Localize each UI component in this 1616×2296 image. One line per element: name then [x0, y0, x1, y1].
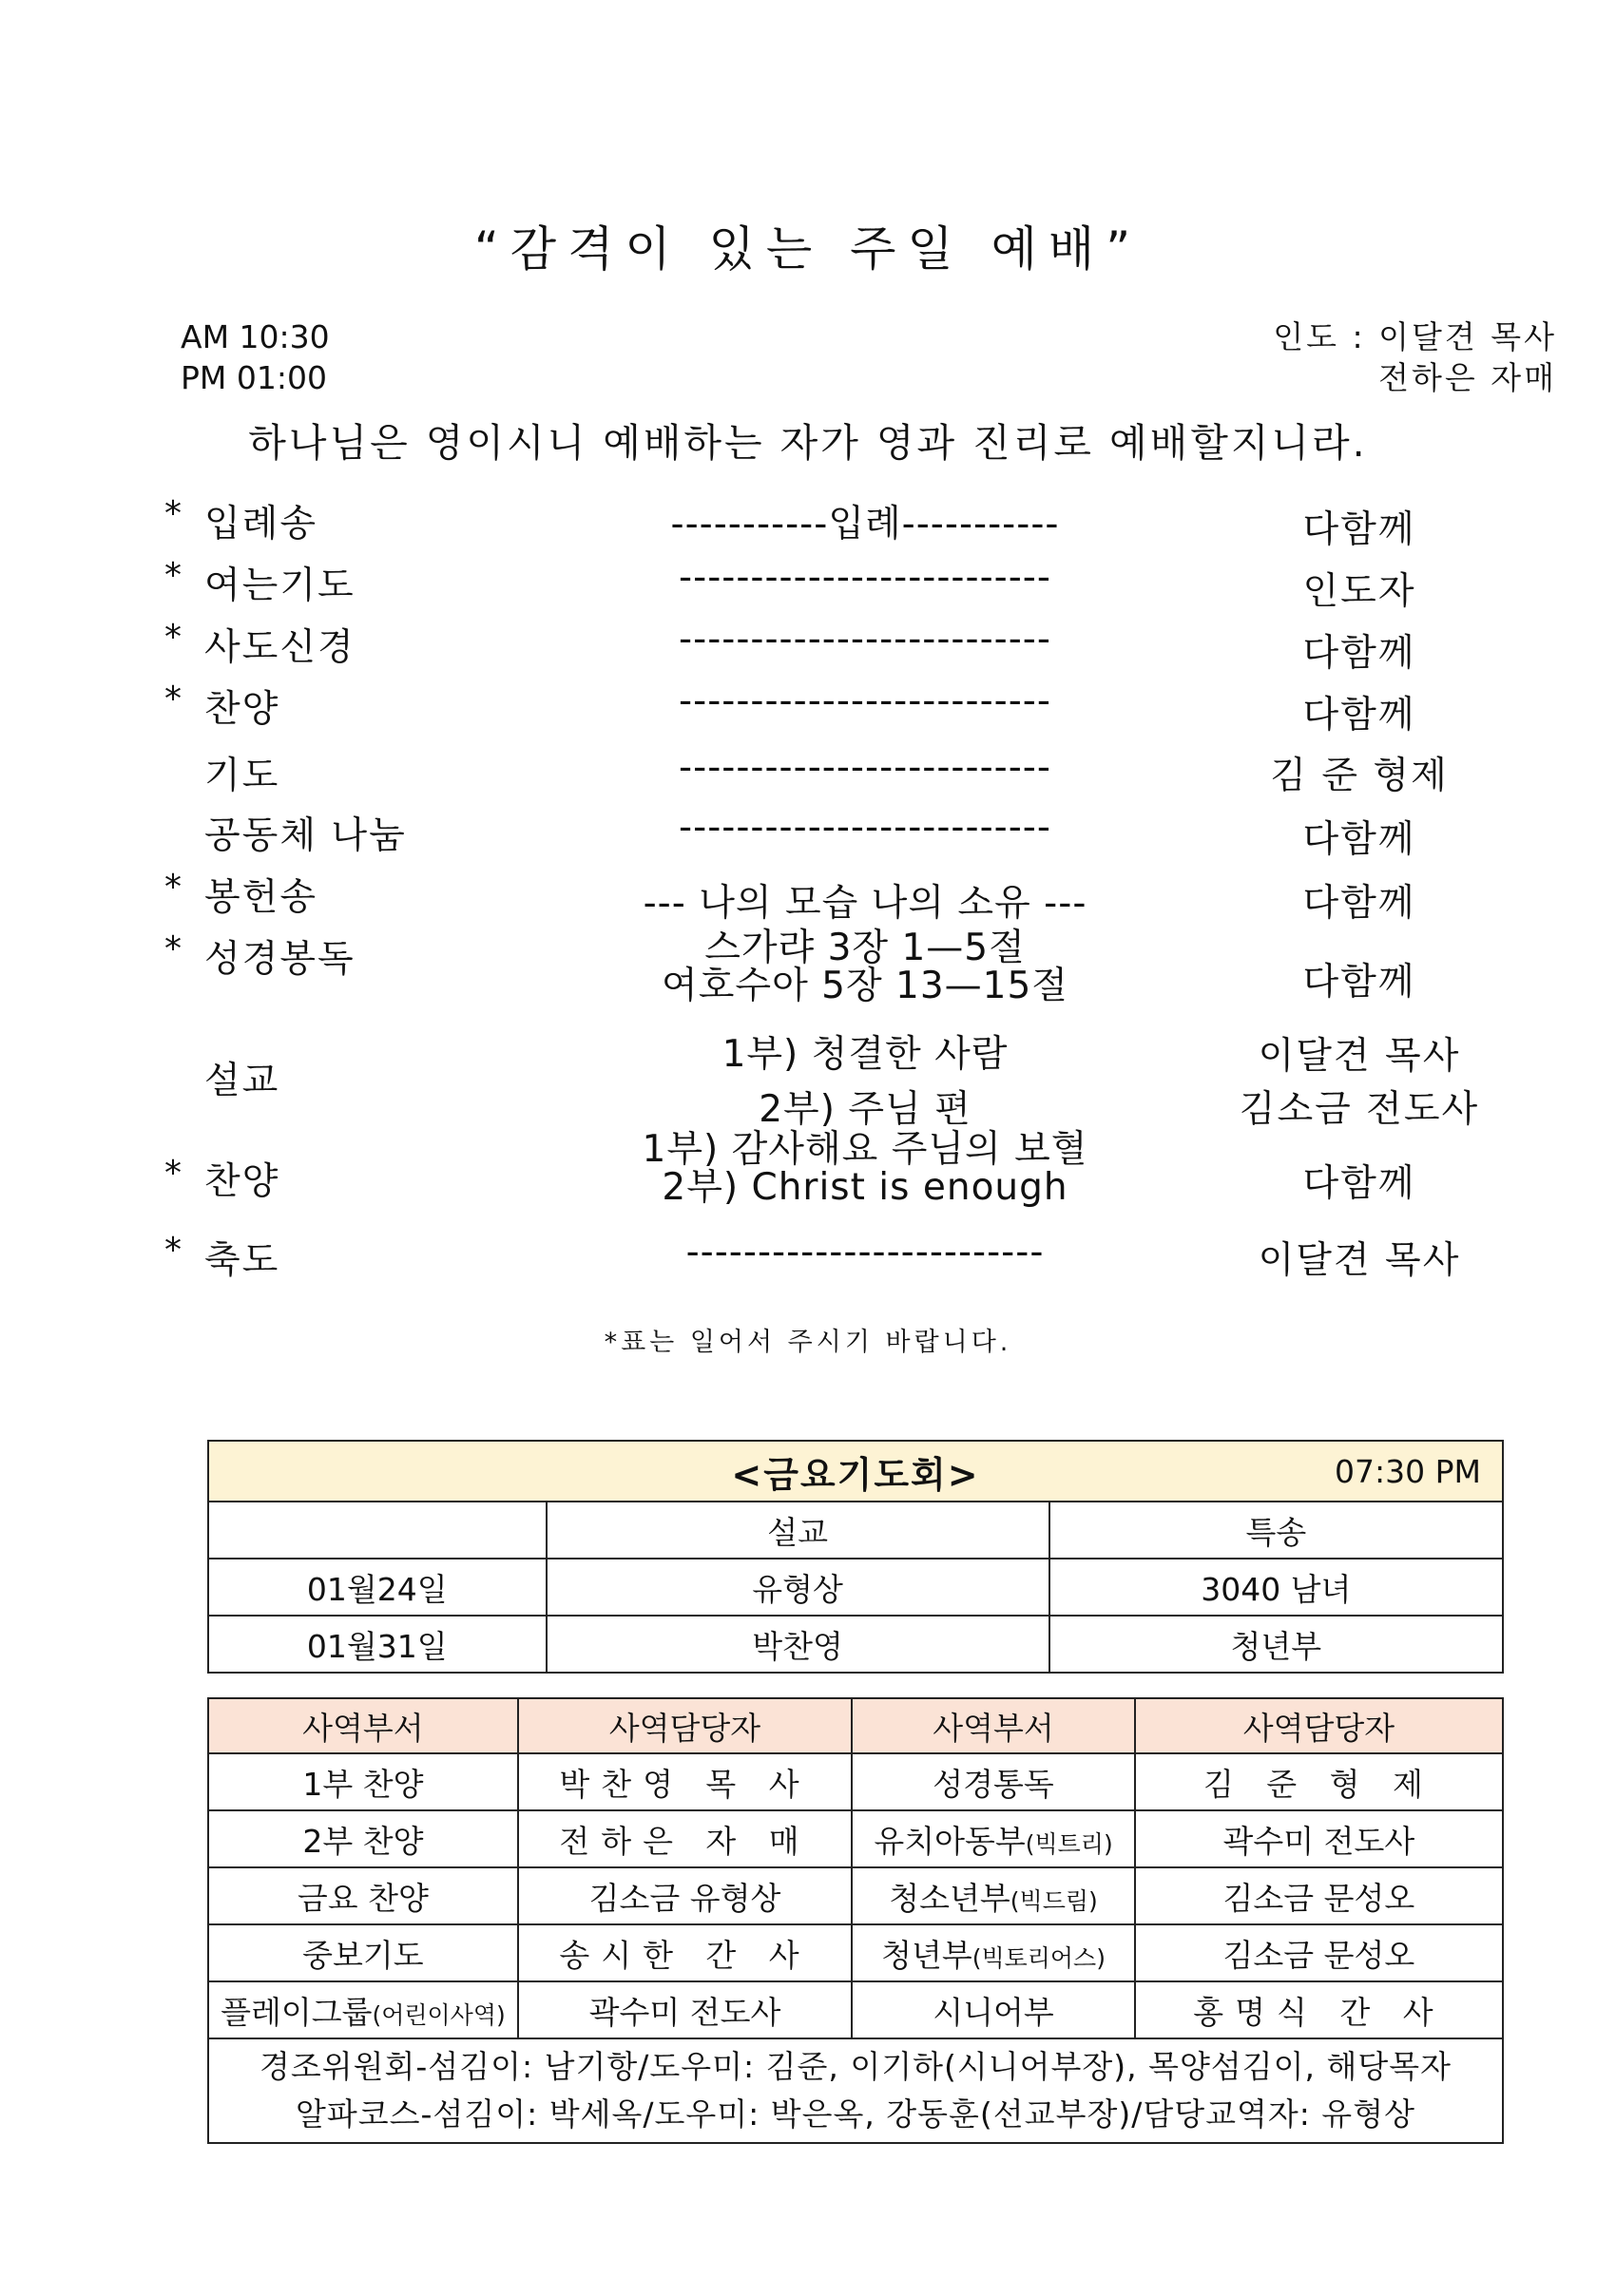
date-cell: 01월24일 [208, 1559, 547, 1616]
committee-info [208, 2038, 1503, 2143]
table-row [208, 1867, 1503, 1924]
column-header: 사역담당자 [518, 1698, 852, 1753]
committee-line: 알파코스-섬김이: 박세옥/도우미: 박은옥, 강동훈(선교부장)/담당교역자: 유형상 [296, 2095, 1415, 2133]
person-cell: 김소금 문성오 [1135, 1867, 1503, 1924]
standing-marker: * [164, 679, 183, 718]
order-detail [589, 929, 1141, 1005]
order-leader: 다함께 [1302, 1162, 1416, 1205]
column-header: 특송 [1049, 1502, 1503, 1559]
department-subname: (빅트리) [1025, 1829, 1113, 1858]
column-header: 사역부서 [208, 1698, 518, 1753]
standing-marker: * [164, 1154, 183, 1193]
order-name: 찬양 [204, 688, 280, 731]
special-cell: 청년부 [1049, 1616, 1503, 1673]
order-name: 설교 [204, 1060, 280, 1102]
order-detail: -------------------------- [679, 806, 1051, 849]
service-times [181, 316, 330, 398]
order-detail: -------------------------- [679, 618, 1051, 660]
order-leader: 다함께 [1302, 632, 1416, 675]
committee-line: 경조위원회-섬김이: 남기항/도우미: 김준, 이기하(시니어부장), 목양섬김이, 해당목자 [260, 2048, 1452, 2085]
table-row [208, 1753, 1503, 1810]
standing-marker: * [164, 618, 183, 657]
order-name: 기도 [204, 755, 280, 797]
standing-marker: * [164, 556, 183, 595]
department-name: 청년부 [881, 1936, 972, 1974]
time-pm: PM 01:00 [181, 359, 327, 396]
table-row [208, 1924, 1503, 1981]
order-name: 공동체 나눔 [204, 814, 407, 857]
sermon-cell: 박찬영 [547, 1616, 1049, 1673]
order-leader: 다함께 [1302, 694, 1416, 737]
order-detail: 2부) 주님 편 [759, 1088, 972, 1131]
order-detail-line: 2부) Christ is enough [662, 1166, 1068, 1209]
department-cell: 금요 찬양 [208, 1867, 518, 1924]
date-cell: 01월31일 [208, 1616, 547, 1673]
order-detail-line: 1부) 감사해요 주님의 보혈 [642, 1128, 1088, 1171]
person-cell: 곽수미 전도사 [1135, 1810, 1503, 1867]
department-name: 유치아동부 [874, 1822, 1026, 1860]
order-leader: 다함께 [1302, 882, 1416, 925]
page-title: “감격이 있는 주일 예배” [473, 221, 1143, 277]
department-cell [852, 1924, 1135, 1981]
order-detail-line: 스가랴 3장 1—5절 [704, 927, 1026, 969]
time-am: AM 10:30 [181, 318, 330, 355]
department-name: 청소년부 [889, 1879, 1010, 1917]
department-cell: 중보기도 [208, 1924, 518, 1981]
order-detail: -------------------------- [679, 746, 1051, 789]
order-detail: ------------------------- [685, 1231, 1045, 1273]
table-row [208, 1810, 1503, 1867]
order-name: 성경봉독 [204, 938, 356, 981]
person-cell: 김 준 형 제 [1135, 1753, 1503, 1810]
order-leader: 다함께 [1302, 508, 1416, 551]
order-name: 입례송 [204, 503, 318, 545]
order-detail: 1부) 청결한 사람 [721, 1033, 1009, 1076]
order-name: 찬양 [204, 1160, 280, 1203]
department-subname: (어린이사역) [372, 2000, 506, 2029]
standing-marker: * [164, 494, 183, 533]
special-cell: 3040 남녀 [1049, 1559, 1503, 1616]
order-leader: 인도자 [1302, 570, 1416, 613]
order-name: 사도신경 [204, 626, 356, 669]
scripture-verse: 하나님은 영이시니 예배하는 자가 영과 진리로 예배할지니라. [248, 420, 1368, 466]
order-detail [589, 1128, 1141, 1209]
standing-marker: * [164, 868, 183, 907]
standing-marker: * [164, 1231, 183, 1270]
department-cell [852, 1810, 1135, 1867]
order-leader: 이달견 목사 [1258, 1035, 1461, 1078]
column-header: 사역부서 [852, 1698, 1135, 1753]
sermon-cell: 유형상 [547, 1559, 1049, 1616]
leader-secondary: 전하은 자매 [1378, 359, 1557, 396]
person-cell: 곽수미 전도사 [518, 1981, 852, 2038]
person-cell: 홍명식 간 사 [1135, 1981, 1503, 2038]
order-leader: 김소금 전도사 [1239, 1088, 1480, 1131]
ministry-table [207, 1697, 1504, 2144]
department-subname: (빅드림) [1010, 1886, 1098, 1915]
friday-time: 07:30 PM [1335, 1453, 1481, 1490]
department-cell [852, 1867, 1135, 1924]
person-cell: 송시한 간 사 [518, 1924, 852, 1981]
department-cell: 성경통독 [852, 1753, 1135, 1810]
table-row [208, 1981, 1503, 2038]
order-leader: 이달견 목사 [1258, 1239, 1461, 1282]
department-subname: (빅토리어스) [972, 1943, 1106, 1972]
order-name: 축도 [204, 1239, 280, 1282]
person-cell: 박찬영 목 사 [518, 1753, 852, 1810]
leader-primary: 인도 : 이달견 목사 [1273, 318, 1557, 355]
order-detail: -------------------------- [679, 679, 1051, 722]
order-leader: 김 준 형제 [1270, 755, 1449, 797]
order-detail-line: 여호수아 5장 13—15절 [662, 965, 1068, 1007]
order-detail: --- 나의 모습 나의 소유 --- [643, 882, 1087, 925]
order-name: 여는기도 [204, 564, 356, 607]
department-cell [208, 1981, 518, 2038]
table-row [208, 1559, 1503, 1616]
standing-note: *표는 일어서 주시기 바랍니다. [604, 1328, 1012, 1357]
order-detail: -------------------------- [679, 556, 1051, 599]
order-detail: -----------입례----------- [670, 503, 1060, 545]
column-header: 설교 [547, 1502, 1049, 1559]
table-row [208, 1616, 1503, 1673]
person-cell: 전하은 자 매 [518, 1810, 852, 1867]
order-leader: 다함께 [1302, 961, 1416, 1004]
person-cell: 김소금 문성오 [1135, 1924, 1503, 1981]
department-cell: 2부 찬양 [208, 1810, 518, 1867]
worship-leaders [1273, 316, 1557, 398]
standing-marker: * [164, 929, 183, 968]
friday-prayer-table [207, 1440, 1504, 1674]
table-cell [208, 1502, 547, 1559]
order-name: 봉헌송 [204, 876, 318, 919]
order-leader: 다함께 [1302, 818, 1416, 861]
friday-header [208, 1441, 1503, 1502]
department-name: 플레이그룹 [221, 1993, 373, 2031]
friday-title: <금요기도회> [731, 1453, 980, 1496]
department-cell: 1부 찬양 [208, 1753, 518, 1810]
person-cell: 김소금 유형상 [518, 1867, 852, 1924]
department-cell: 시니어부 [852, 1981, 1135, 2038]
column-header: 사역담당자 [1135, 1698, 1503, 1753]
